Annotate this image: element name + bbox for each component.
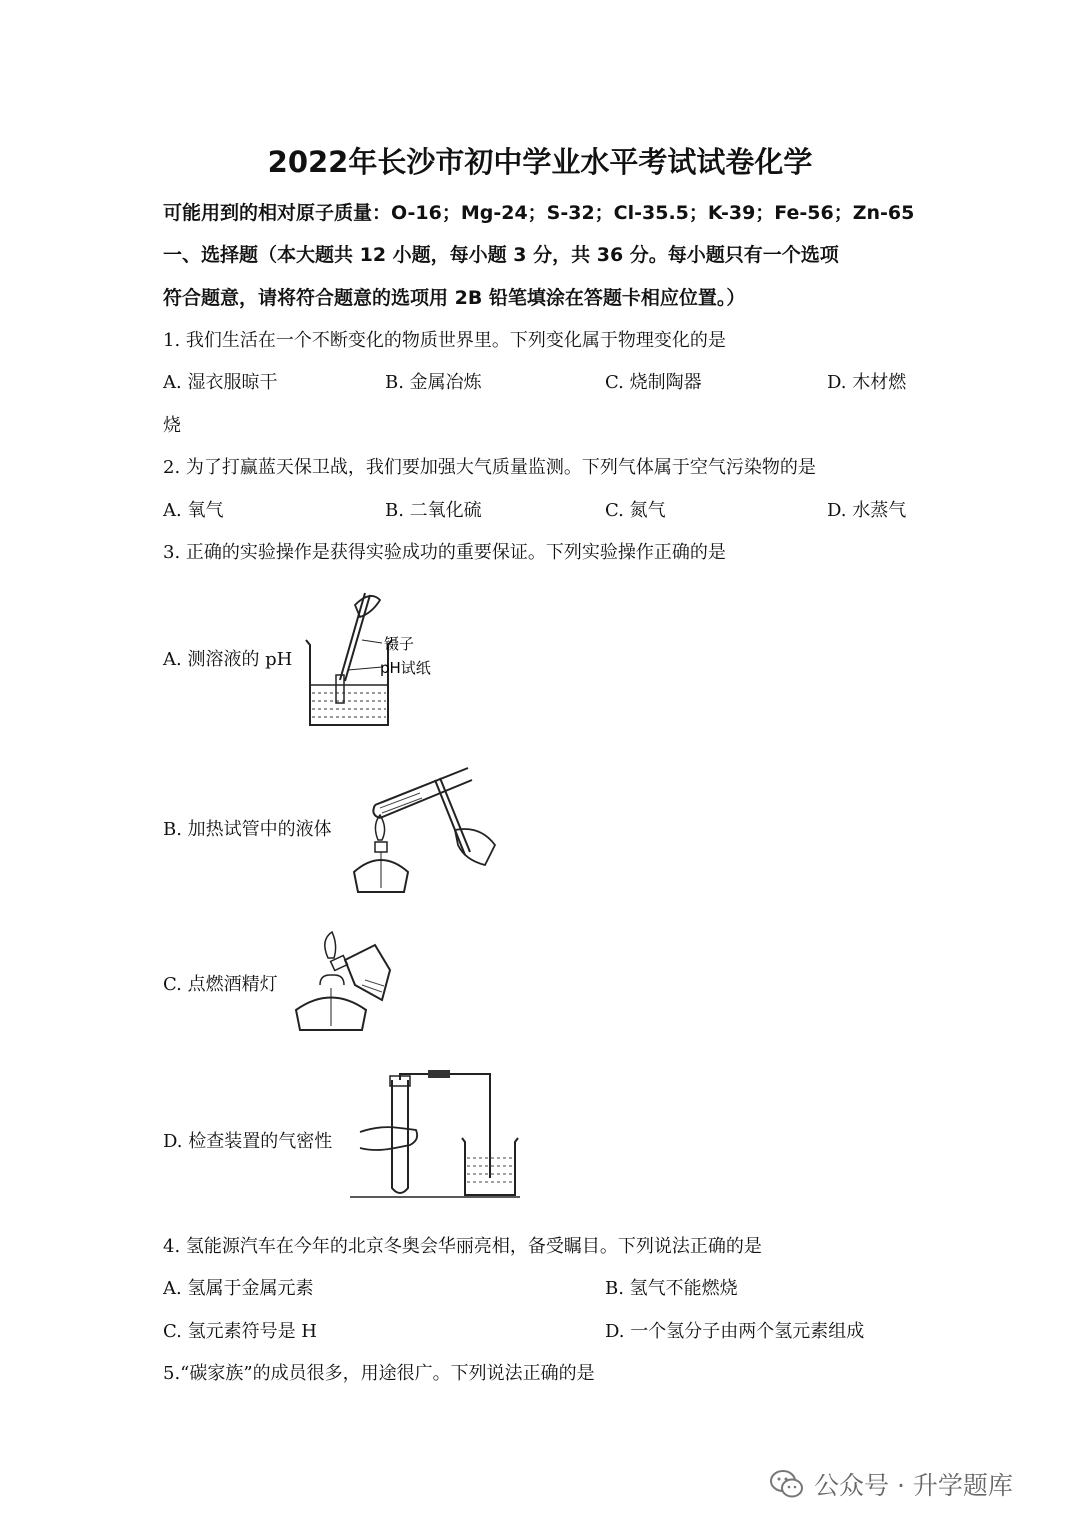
atomic-masses: 可能用到的相对原子质量：O-16；Mg-24；S-32；Cl-35.5；K-39；Fe-56；Zn-65 xyxy=(163,202,915,224)
q1-option-d-wrap: 烧 xyxy=(163,415,181,436)
lighting-alcohol-lamp-figure xyxy=(290,930,400,1035)
q2-option-a: A. 氧气 xyxy=(163,500,224,521)
q4-option-c: C. 氢元素符号是 H xyxy=(163,1321,317,1342)
wechat-icon xyxy=(770,1469,804,1499)
q2-stem: 2. 为了打赢蓝天保卫战，我们要加强大气质量监测。下列气体属于空气污染物的是 xyxy=(163,457,816,478)
q3-stem: 3. 正确的实验操作是获得实验成功的重要保证。下列实验操作正确的是 xyxy=(163,542,726,563)
section-heading-line2: 符合题意，请将符合题意的选项用 2B 铅笔填涂在答题卡相应位置。） xyxy=(163,287,746,309)
q1-stem: 1. 我们生活在一个不断变化的物质世界里。下列变化属于物理变化的是 xyxy=(163,330,726,351)
q2-option-d: D. 水蒸气 xyxy=(827,500,907,521)
q3-option-c: C. 点燃酒精灯 xyxy=(163,974,278,995)
q5-stem: 5.“碳家族”的成员很多，用途很广。下列说法正确的是 xyxy=(163,1363,595,1384)
q2-option-c: C. 氮气 xyxy=(605,500,666,521)
q3-option-b: B. 加热试管中的液体 xyxy=(163,819,332,840)
q4-option-a: A. 氢属于金属元素 xyxy=(163,1278,314,1299)
q3-option-a: A. 测溶液的 pH xyxy=(163,649,293,670)
watermark xyxy=(770,1466,1013,1502)
tweezers-label: 镊子 xyxy=(384,635,415,653)
q1-option-d: D. 木材燃 xyxy=(827,372,907,393)
q4-stem: 4. 氢能源汽车在今年的北京冬奥会华丽亮相，备受瞩目。下列说法正确的是 xyxy=(163,1236,762,1257)
q1-option-c: C. 烧制陶器 xyxy=(605,372,702,393)
heating-test-tube-figure xyxy=(350,760,500,900)
q3-option-d: D. 检查装置的气密性 xyxy=(163,1131,333,1152)
q2-option-b: B. 二氧化硫 xyxy=(385,500,482,521)
ph-test-figure xyxy=(300,585,460,730)
ph-paper-label: pH试纸 xyxy=(380,659,431,677)
q4-option-b: B. 氢气不能燃烧 xyxy=(605,1278,738,1299)
airtightness-check-figure xyxy=(350,1070,520,1200)
page-title: 2022年长沙市初中学业水平考试试卷化学 xyxy=(267,145,813,179)
q1-option-a: A. 湿衣服晾干 xyxy=(163,372,278,393)
q4-option-d: D. 一个氢分子由两个氢元素组成 xyxy=(605,1321,865,1342)
watermark-text: 公众号 · 升学题库 xyxy=(814,1471,1013,1500)
q1-option-b: B. 金属冶炼 xyxy=(385,372,482,393)
section-heading-line1: 一、选择题（本大题共 12 小题，每小题 3 分，共 36 分。每小题只有一个选项 xyxy=(163,244,839,266)
